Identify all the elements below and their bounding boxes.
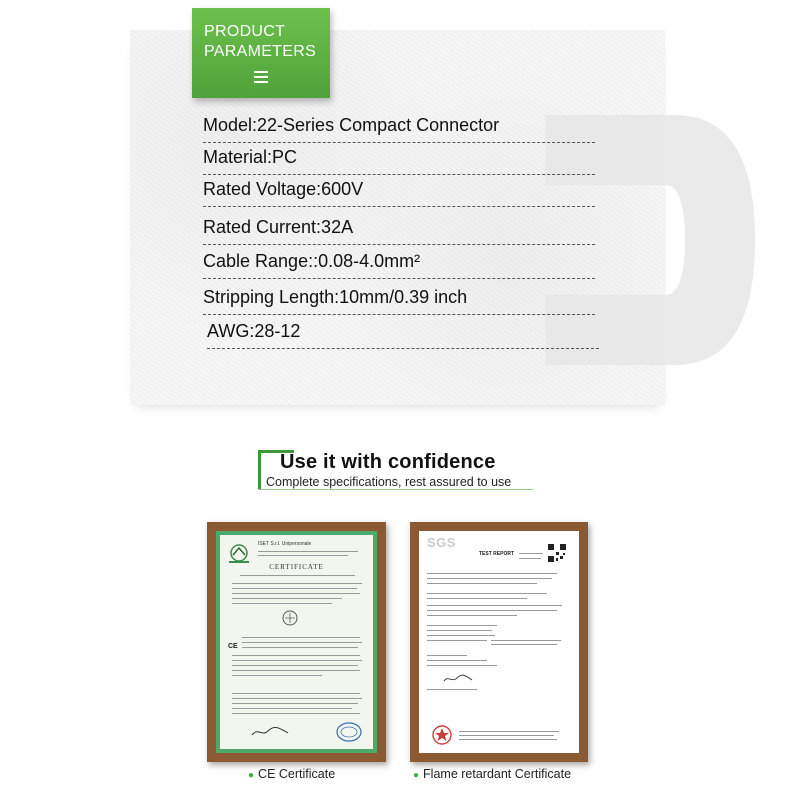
param-row-material [203,144,595,175]
text-line [232,665,358,666]
text-line [427,640,487,641]
text-line [232,698,362,699]
iset-seal-icon [336,721,362,743]
sgs-certificate-document [419,531,579,753]
text-line [427,665,497,666]
text-line [232,588,357,589]
text-line [258,551,358,552]
text-line [232,655,360,656]
ce-certificate-frame [207,522,386,762]
text-line [459,735,554,736]
text-line [427,625,497,626]
text-line [232,598,342,599]
text-line [427,598,527,599]
confidence-subtitle: Complete specifications, rest assured to use [266,475,512,489]
param-row-awg [207,318,599,349]
text-line [427,689,477,690]
text-line [427,578,552,579]
ce-issuer: ISET S.r.l. Unipersonale [258,541,312,547]
text-line [459,739,557,740]
sgs-certificate-label [413,767,571,781]
text-line [427,593,547,594]
ce-certificate-title: CERTIFICATE [269,563,324,571]
ce-certificate-label [248,767,335,781]
text-line [232,675,322,676]
param-row-model [203,112,595,143]
text-line [491,644,557,645]
signature-icon [250,725,290,739]
bullet-icon: ● [248,770,255,781]
ce-certificate-document [216,531,377,753]
signature-icon [443,673,473,685]
param-row-current [203,214,595,245]
ce-certificate-label-text: CE Certificate [258,767,336,781]
confidence-title: Use it with confidence [280,451,496,473]
text-line [427,635,495,636]
text-line [427,583,537,584]
param-text: Cable Range::0.08-4.0mm² [203,251,421,271]
text-line [232,593,360,594]
iset-logo-icon [226,543,252,565]
sgs-logo: SGS [427,535,456,550]
param-text: AWG:28-12 [207,321,301,341]
sgs-certificate-label-text: Flame retardant Certificate [423,767,572,781]
product-parameters-badge [192,8,330,98]
text-line [232,708,352,709]
text-line [240,575,355,576]
product-sketch-icon [280,609,300,627]
ce-mark: CE [228,643,238,650]
text-line [232,660,362,661]
text-line [427,573,557,574]
param-row-cable-range [203,248,595,279]
text-line [427,655,467,656]
sgs-report-title: TEST REPORT [479,551,515,557]
text-line [459,731,559,732]
text-line [232,713,360,714]
sgs-certificate-frame [410,522,588,762]
param-text: Stripping Length:10mm/0.39 inch [203,287,468,307]
text-line [519,553,543,554]
text-line [232,603,332,604]
text-line [258,555,348,556]
text-line [242,647,358,648]
text-line [491,640,561,641]
text-line [232,693,360,694]
badge-title: PRODUCT PARAMETERS [204,23,317,60]
text-line [427,660,487,661]
menu-icon [254,70,268,84]
param-row-stripping-length [203,284,595,315]
text-line [519,558,541,559]
text-line [242,637,360,638]
text-line [242,642,362,643]
stamp-icon [431,724,453,746]
qr-code-icon [547,543,567,563]
text-line [427,605,562,606]
text-line [427,615,517,616]
text-line [232,670,360,671]
text-line [427,630,492,631]
bullet-icon: ● [413,770,420,781]
divider [258,489,533,490]
param-text: Rated Current:32A [203,217,354,237]
accent-line [258,450,261,490]
param-text: Material:PC [203,147,298,167]
confidence-heading [258,450,538,492]
text-line [232,583,362,584]
param-text: Rated Voltage:600V [203,179,364,199]
param-row-voltage [203,176,595,207]
text-line [427,610,557,611]
param-text: Model:22-Series Compact Connector [203,115,500,135]
text-line [232,703,358,704]
